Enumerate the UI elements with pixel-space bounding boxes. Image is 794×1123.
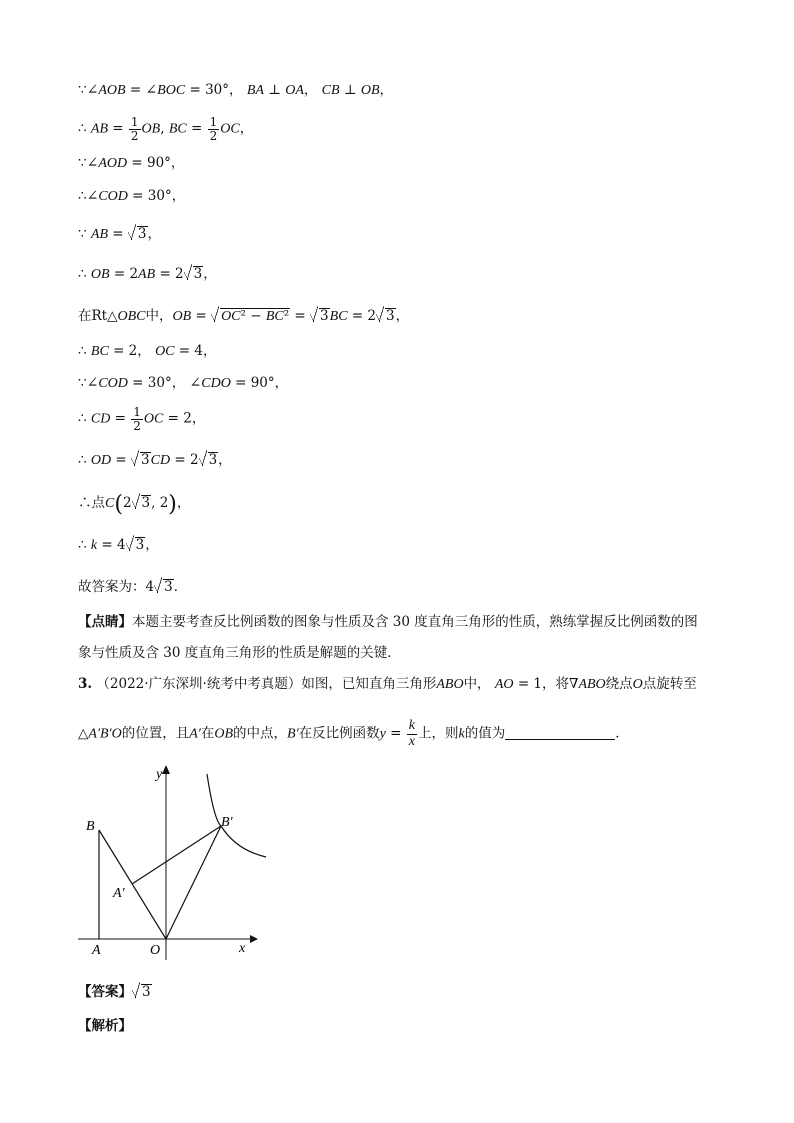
answer-section: 【答案】 3 — [78, 984, 151, 1000]
answer-blank — [505, 727, 615, 740]
step-1: ∵∠AOB = ∠BOC = 30°， BA ⊥ OA， CB ⊥ OB， — [78, 82, 394, 98]
step-10: ∴ CD = $\frac{1}{2}$ OC = 2， — [78, 405, 206, 433]
label-y: y — [156, 767, 163, 782]
step-13: ∴ k = 4 3， — [78, 537, 159, 553]
label-B: B — [86, 819, 95, 834]
step-2: ∴ AB = $\frac{1}{2}$ OB, BC = $\frac{1}{2}$ OC， — [78, 115, 254, 143]
comment-text-2: 象与性质及含 30 度直角三角形的性质是解题的关键． — [78, 645, 401, 661]
hyperbola-curve — [207, 774, 266, 857]
step-5: ∵ AB = 3， — [78, 226, 161, 242]
step-3: ∵∠AOD = 90°， — [78, 155, 185, 171]
step-4: ∴∠COD = 30°， — [78, 188, 186, 204]
step-8: ∴ BC = 2， OC = 4， — [78, 343, 217, 359]
step-9: ∵∠COD = 30°， ∠CDO = 90°， — [78, 375, 289, 391]
y-axis-arrow-icon — [162, 765, 170, 774]
segment-A'B' — [132, 826, 221, 884]
segment-B'O — [166, 826, 221, 939]
analysis-section — [78, 1020, 132, 1034]
label-B-prime: B′ — [221, 815, 233, 830]
comment-line-2 — [78, 647, 401, 661]
comment-text-1: 本题主要考查反比例函数的图象与性质及含 30 度直角三角形的性质，熟练掌握反比例函数的图 — [132, 614, 698, 630]
geometry-figure — [70, 760, 290, 970]
problem-3-line-2: △A′B′O的位置，且A′在OB的中点，B′在反比例函数y = $\frac{k}{x}$ 上，则k的值为 ． — [78, 718, 629, 749]
label-A-prime: A′ — [113, 886, 125, 901]
label-A: A — [92, 943, 101, 958]
comment-tag: 【点睛】 — [78, 614, 132, 630]
step-11: ∴ OD = 3CD = 2 3， — [78, 452, 232, 468]
problem-number: 3. — [78, 676, 93, 692]
problem-3-line-1: 3. （2022·广东深圳·统考中考真题）如图，已知直角三角形ABO中， AO = 1，将∇ABO绕点O点旋转至 — [78, 676, 697, 692]
step-6: ∴ OB = 2AB = 2 3， — [78, 266, 217, 282]
label-O: O — [150, 943, 161, 958]
comment-line-1 — [78, 616, 698, 630]
problem-source: （2022·广东深圳·统考中考真题） — [96, 676, 302, 692]
step-7: 在Rt△OBC中，OB = OC² − BC² = 3BC = 2 3， — [78, 308, 410, 324]
analysis-tag: 【解析】 — [78, 1018, 132, 1034]
segment-BO — [99, 830, 166, 939]
step-12: ∴点C(2 3, 2)， — [78, 492, 191, 517]
answer-tag: 【答案】 — [78, 984, 132, 1000]
x-axis-arrow-icon — [250, 935, 258, 943]
label-x: x — [239, 941, 246, 956]
final-answer-label: 故答案为： — [78, 579, 146, 595]
final-answer-line: 故答案为：4 3． — [78, 579, 188, 595]
